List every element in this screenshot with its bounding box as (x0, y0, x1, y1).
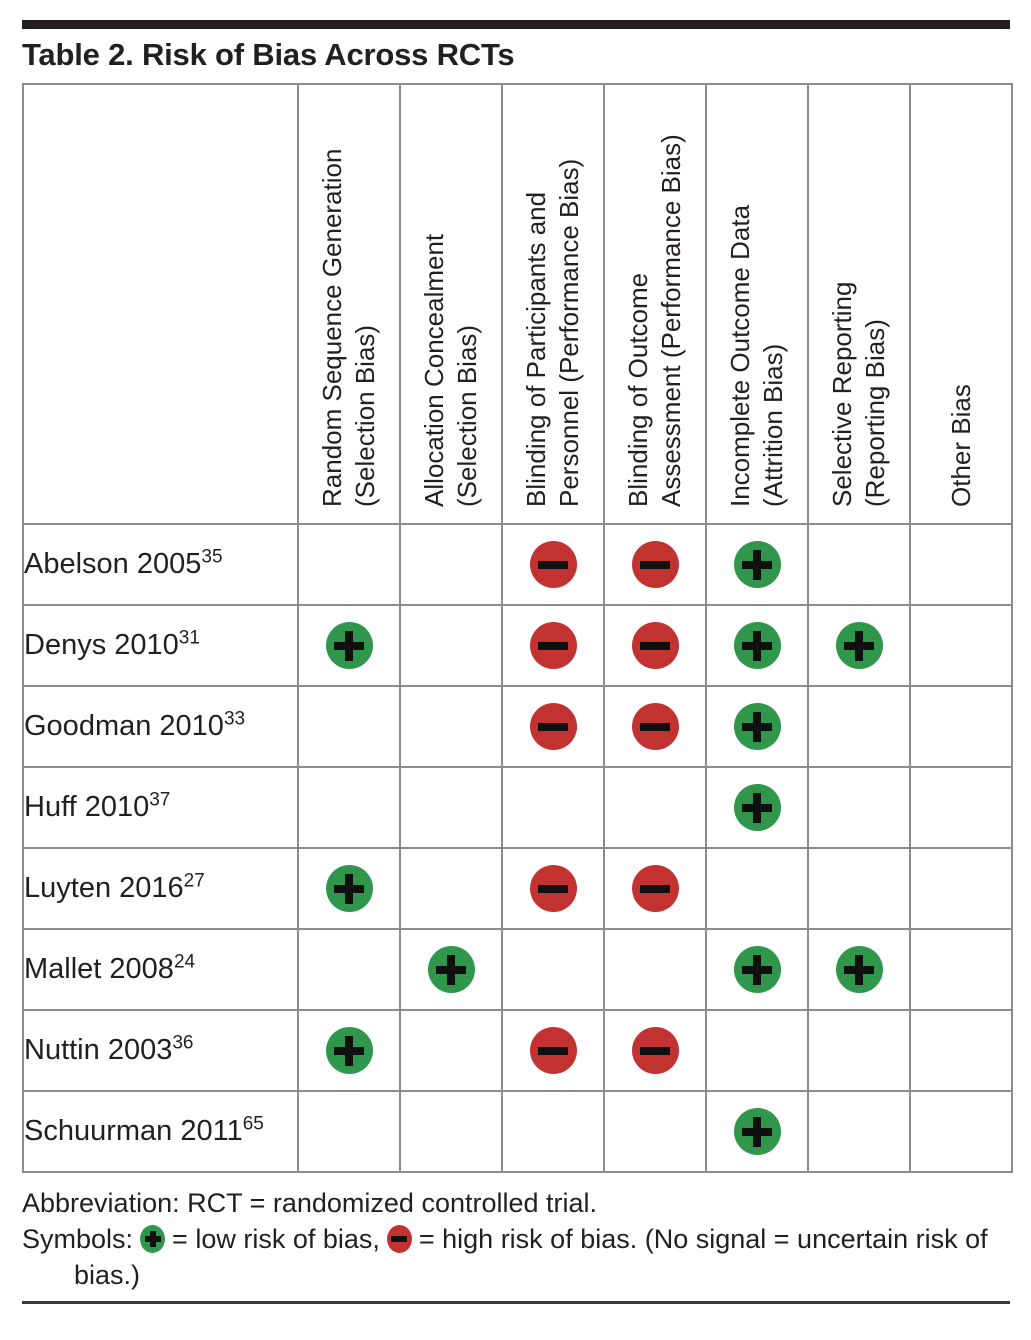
header-line-2: Personnel (Performance Bias) (554, 158, 584, 507)
risk-cell (604, 848, 706, 929)
bottom-rule (22, 1301, 1010, 1304)
table-row (23, 1010, 1012, 1091)
study-name: Schuurman 2011 (24, 1115, 243, 1147)
rotated-header-cell (401, 89, 501, 523)
table-row (23, 848, 1012, 929)
risk-cell (808, 524, 910, 605)
study-column-header-empty (23, 84, 298, 524)
risk-cell (706, 686, 808, 767)
risk-cell (502, 767, 604, 848)
header-line-1: Other Bias (945, 384, 976, 507)
risk-cell (910, 848, 1012, 929)
low-risk-icon (734, 541, 781, 588)
rotated-header-text (811, 99, 907, 523)
study-label (23, 605, 298, 686)
risk-cell (808, 686, 910, 767)
risk-cell (298, 848, 400, 929)
risk-cell (502, 605, 604, 686)
rotated-header-cell (809, 89, 909, 523)
study-label (23, 524, 298, 605)
risk-cell (502, 686, 604, 767)
table-header (23, 84, 1012, 524)
risk-cell (298, 605, 400, 686)
high-risk-icon (530, 865, 577, 912)
header-line-2: (Selection Bias) (452, 324, 482, 507)
risk-cell (910, 767, 1012, 848)
rotated-header-text (505, 99, 601, 523)
risk-cell (502, 1091, 604, 1172)
table-title: Table 2. Risk of Bias Across RCTs (22, 37, 515, 72)
risk-cell (808, 605, 910, 686)
study-name: Denys 2010 (24, 629, 179, 661)
symbols-note (22, 1221, 1010, 1293)
table-row (23, 605, 1012, 686)
risk-cell (298, 1010, 400, 1091)
risk-cell (604, 1091, 706, 1172)
reference-superscript: 37 (149, 789, 171, 811)
risk-cell (910, 1091, 1012, 1172)
reference-superscript: 36 (172, 1032, 194, 1054)
study-label (23, 686, 298, 767)
high-risk-icon (632, 1027, 679, 1074)
high-risk-icon (530, 541, 577, 588)
risk-cell (400, 1091, 502, 1172)
low-risk-icon (836, 946, 883, 993)
header-line-2: Assessment (Performance Bias) (656, 134, 686, 507)
risk-cell (808, 1010, 910, 1091)
symbols-prefix: Symbols: (22, 1224, 134, 1254)
risk-cell (808, 848, 910, 929)
rotated-header-text (607, 99, 703, 523)
risk-cell (502, 929, 604, 1010)
rotated-header-cell (503, 89, 603, 523)
header-line-2: (Selection Bias) (350, 324, 380, 507)
column-header-selective-reporting (808, 84, 910, 524)
table-body (23, 524, 1012, 1172)
header-line-1: Blinding of Participants and (521, 191, 551, 507)
header-line-1: Selective Reporting (827, 281, 857, 507)
header-line-2: (Reporting Bias) (860, 319, 890, 507)
risk-cell (604, 524, 706, 605)
low-risk-icon (326, 865, 373, 912)
risk-cell (706, 767, 808, 848)
reference-superscript: 27 (183, 870, 205, 892)
risk-cell (298, 767, 400, 848)
study-label (23, 848, 298, 929)
high-risk-icon (387, 1225, 412, 1253)
rotated-header-text (403, 99, 499, 523)
risk-cell (604, 1010, 706, 1091)
reference-superscript: 33 (223, 708, 246, 730)
risk-cell (706, 848, 808, 929)
high-risk-icon (632, 541, 679, 588)
study-name: Luyten 2016 (24, 872, 184, 904)
risk-cell (706, 524, 808, 605)
low-risk-label: = low risk of bias, (172, 1224, 380, 1254)
study-label (23, 1091, 298, 1172)
risk-cell (400, 1010, 502, 1091)
table-row (23, 1091, 1012, 1172)
risk-cell (400, 929, 502, 1010)
column-header-blinding-of-participants-and (502, 84, 604, 524)
header-line-2: (Attrition Bias) (758, 343, 788, 507)
study-name: Abelson 2005 (24, 548, 202, 580)
abbreviation-note: Abbreviation: RCT = randomized controlled trial. (22, 1188, 598, 1218)
study-label (23, 767, 298, 848)
low-risk-icon (326, 622, 373, 669)
low-risk-icon (428, 946, 475, 993)
rotated-header-cell (605, 89, 705, 523)
high-risk-icon (530, 703, 577, 750)
risk-cell (910, 929, 1012, 1010)
column-header-other-bias (910, 84, 1012, 524)
header-line-1: Blinding of Outcome (623, 272, 653, 507)
high-risk-icon (632, 865, 679, 912)
rotated-header-cell (299, 89, 399, 523)
study-name: Goodman 2010 (24, 710, 224, 742)
risk-cell (706, 1010, 808, 1091)
high-risk-icon (632, 703, 679, 750)
column-header-incomplete-outcome-data (706, 84, 808, 524)
risk-cell (604, 767, 706, 848)
study-label (23, 929, 298, 1010)
risk-cell (604, 605, 706, 686)
low-risk-icon (836, 622, 883, 669)
low-risk-icon (140, 1225, 165, 1253)
risk-cell (910, 605, 1012, 686)
low-risk-icon (734, 1108, 781, 1155)
column-header-random-sequence-generation (298, 84, 400, 524)
reference-superscript: 24 (173, 951, 196, 973)
reference-superscript: 31 (178, 627, 200, 649)
risk-cell (910, 1010, 1012, 1091)
risk-cell (298, 1091, 400, 1172)
table-row (23, 524, 1012, 605)
rotated-header-text (301, 99, 397, 523)
risk-cell (808, 929, 910, 1010)
study-name: Nuttin 2003 (24, 1034, 173, 1066)
risk-cell (298, 524, 400, 605)
rotated-header-cell (707, 89, 807, 523)
risk-cell (808, 1091, 910, 1172)
header-line-1: Random Sequence Generation (317, 148, 347, 507)
high-risk-icon (632, 622, 679, 669)
risk-cell (400, 767, 502, 848)
header-line-1: Allocation Concealment (419, 233, 449, 507)
header-row (23, 84, 1012, 524)
column-header-blinding-of-outcome (604, 84, 706, 524)
low-risk-icon (734, 622, 781, 669)
reference-superscript: 35 (201, 546, 223, 568)
risk-cell (400, 848, 502, 929)
risk-cell (400, 524, 502, 605)
risk-of-bias-table (22, 83, 1013, 1173)
risk-cell (604, 929, 706, 1010)
low-risk-icon (734, 946, 781, 993)
low-risk-icon (326, 1027, 373, 1074)
risk-cell (502, 848, 604, 929)
header-line-1: Incomplete Outcome Data (725, 204, 755, 507)
high-risk-icon (530, 622, 577, 669)
risk-cell (502, 1010, 604, 1091)
high-risk-label: = high risk of bias. (No signal = uncertain risk of bias.) (74, 1224, 988, 1290)
risk-cell (910, 524, 1012, 605)
high-risk-icon (530, 1027, 577, 1074)
study-label (23, 1010, 298, 1091)
reference-superscript: 65 (242, 1113, 264, 1135)
study-name: Mallet 2008 (24, 953, 174, 985)
risk-cell (910, 686, 1012, 767)
low-risk-icon (734, 703, 781, 750)
risk-cell (298, 929, 400, 1010)
risk-cell (400, 605, 502, 686)
top-rule (22, 20, 1010, 29)
risk-cell (604, 686, 706, 767)
risk-cell (400, 686, 502, 767)
risk-cell (808, 767, 910, 848)
rotated-header-text (913, 99, 1009, 523)
risk-cell (706, 929, 808, 1010)
risk-cell (502, 524, 604, 605)
column-header-allocation-concealment (400, 84, 502, 524)
low-risk-icon (734, 784, 781, 831)
table-row (23, 686, 1012, 767)
table-row (23, 929, 1012, 1010)
risk-cell (706, 1091, 808, 1172)
rotated-header-cell (911, 89, 1011, 523)
risk-cell (298, 686, 400, 767)
footnotes (22, 1185, 1010, 1293)
study-name: Huff 2010 (24, 791, 150, 823)
table-row (23, 767, 1012, 848)
rotated-header-text (709, 99, 805, 523)
risk-cell (706, 605, 808, 686)
